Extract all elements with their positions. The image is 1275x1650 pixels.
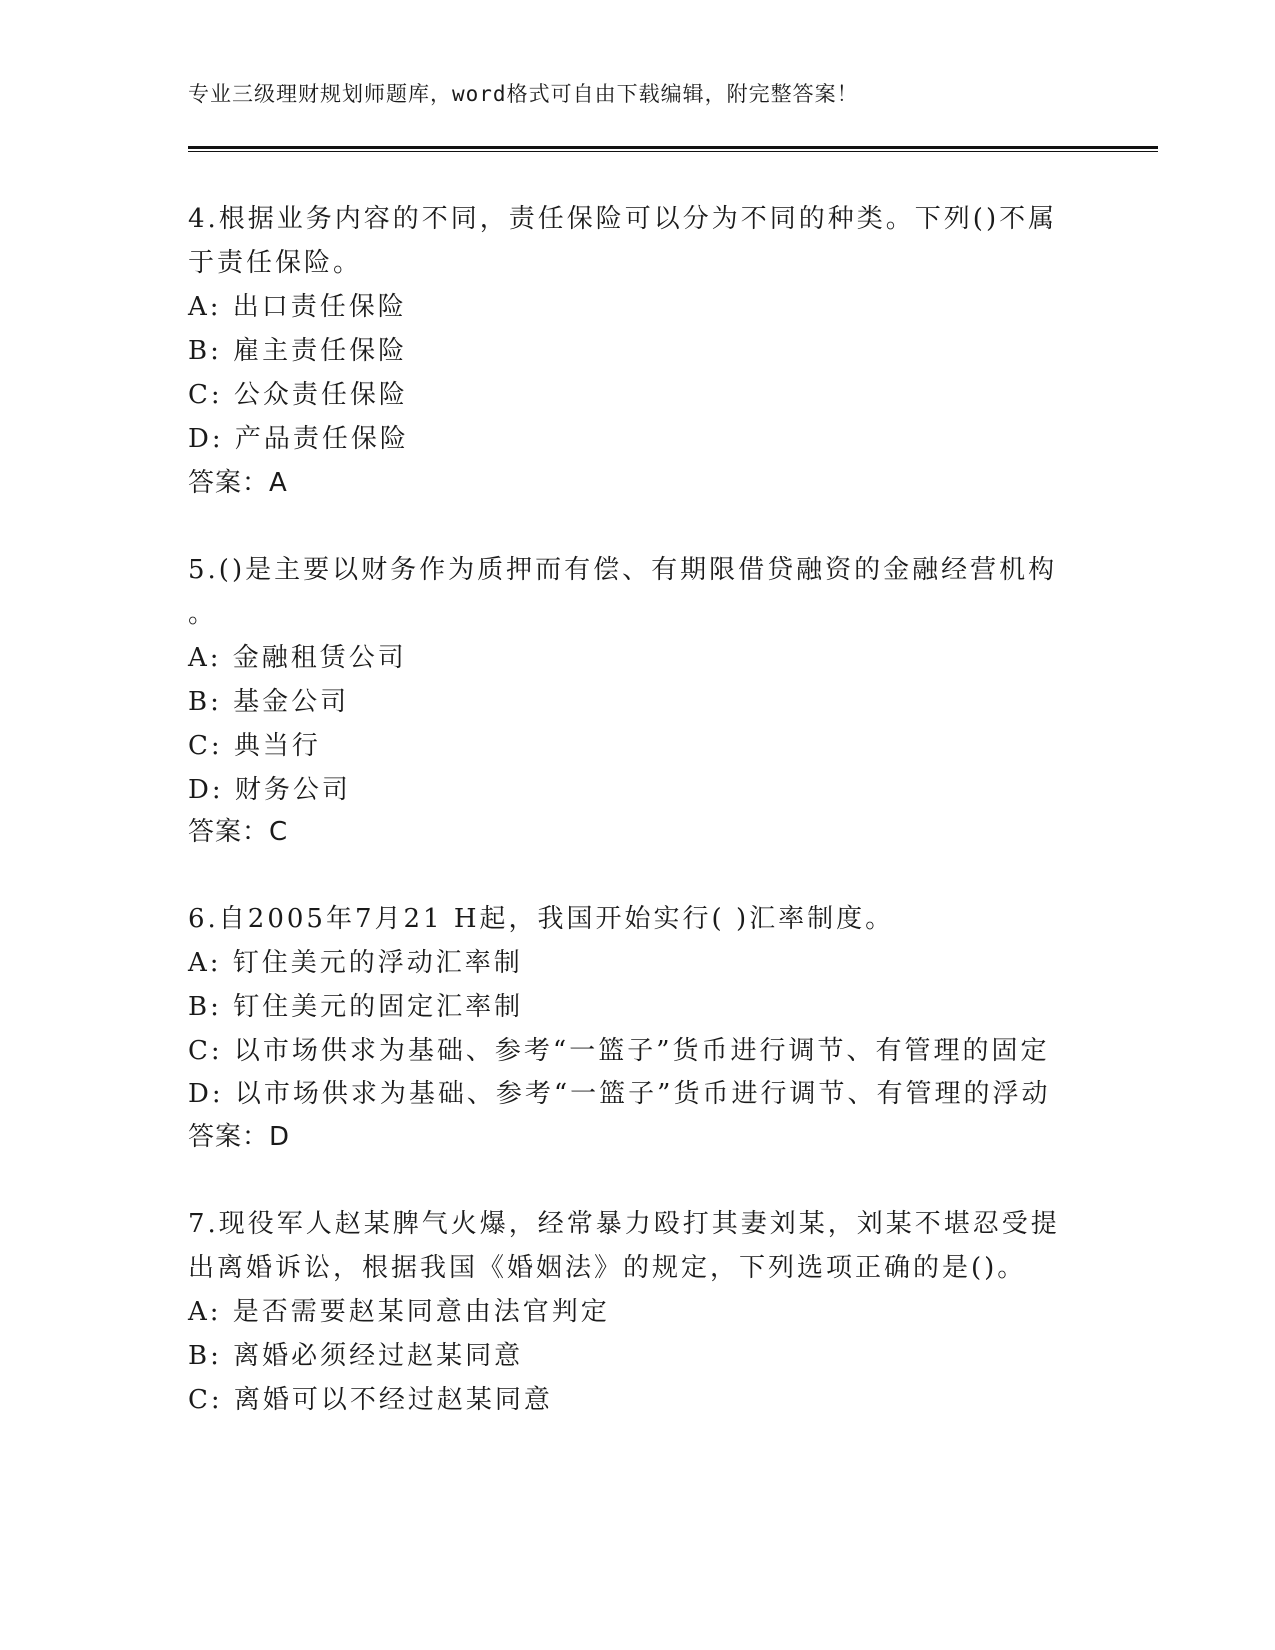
q4-option-b: B: 雇主责任保险	[188, 336, 408, 366]
q4-option-d: D: 产品责任保险	[188, 424, 409, 454]
page-header: 专业三级理财规划师题库，word格式可自由下载编辑，附完整答案！	[188, 82, 859, 106]
header-divider	[188, 146, 1158, 152]
q5-option-c: C: 典当行	[188, 731, 321, 761]
q6-option-d: D: 以市场供求为基础、参考“一篮子”货币进行调节、有管理的浮动	[188, 1079, 1051, 1109]
q6-answer: 答案：D	[188, 1122, 291, 1152]
q5-option-a: A: 金融租赁公司	[188, 643, 407, 673]
q4-answer: 答案：A	[188, 468, 288, 498]
q7-option-a: A: 是否需要赵某同意由法官判定	[188, 1297, 610, 1327]
q7-option-c: C: 离婚可以不经过赵某同意	[188, 1385, 553, 1415]
q5-option-d: D: 财务公司	[188, 775, 351, 805]
q7-option-b: B: 离婚必须经过赵某同意	[188, 1341, 524, 1371]
q6-option-b: B: 钉住美元的固定汇率制	[188, 992, 524, 1022]
q4-option-c: C: 公众责任保险	[188, 380, 408, 410]
q4-stem-line1: 4.根据业务内容的不同，责任保险可以分为不同的种类。下列()不属	[188, 204, 1058, 234]
q4-stem-line2: 于责任保险。	[188, 248, 363, 278]
q5-stem-line1: 5.()是主要以财务作为质押而有偿、有期限借贷融资的金融经营机构	[188, 555, 1058, 585]
q6-option-c: C: 以市场供求为基础、参考“一篮子”货币进行调节、有管理的固定	[188, 1036, 1050, 1066]
q6-option-a: A: 钉住美元的浮动汇率制	[188, 948, 523, 978]
q5-stem-line2: 。	[188, 599, 218, 629]
q7-stem-line2: 出离婚诉讼，根据我国《婚姻法》的规定，下列选项正确的是()。	[188, 1253, 1027, 1283]
q5-answer: 答案：C	[188, 817, 289, 847]
q5-option-b: B: 基金公司	[188, 687, 350, 717]
q4-option-a: A: 出口责任保险	[188, 292, 407, 322]
q6-stem-line1: 6.自2005年7月21 H起，我国开始实行( )汇率制度。	[188, 904, 895, 934]
q7-stem-line1: 7.现役军人赵某脾气火爆，经常暴力殴打其妻刘某，刘某不堪忍受提	[188, 1209, 1060, 1239]
